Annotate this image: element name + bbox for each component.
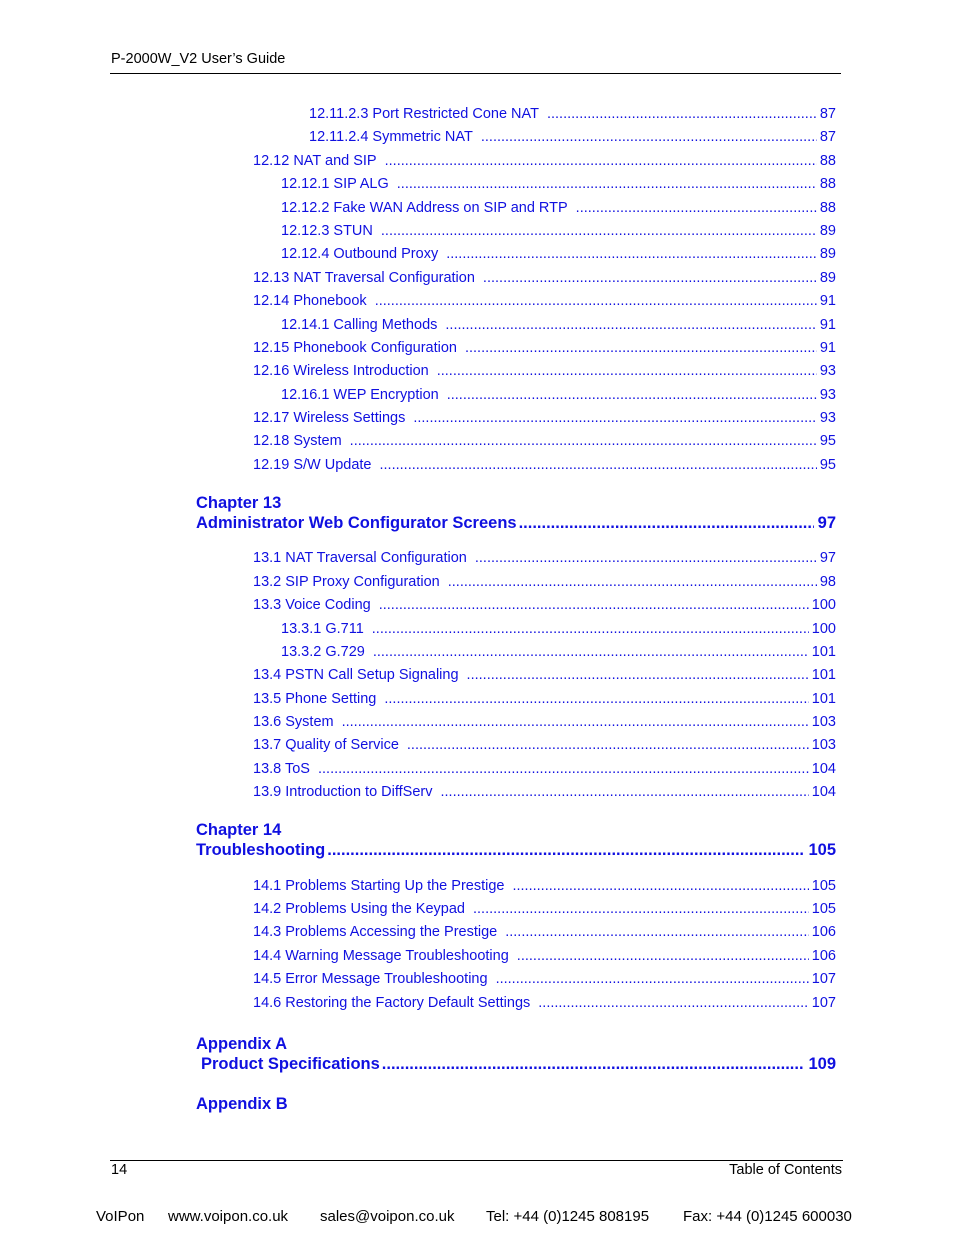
- toc-entry-14-1[interactable]: 14.1 Problems Starting Up the Prestige ..... 105: [253, 878, 836, 898]
- toc-entry-12-14[interactable]: 12.14 Phonebook ..... 91: [253, 293, 836, 313]
- appendix-a-number[interactable]: Appendix A: [196, 1035, 288, 1053]
- toc-entry-12-12-1[interactable]: 12.12.1 SIP ALG ..... 88: [281, 176, 836, 196]
- toc-entry-12-11-2-3[interactable]: 12.11.2.3 Port Restricted Cone NAT ..... 87: [309, 106, 836, 126]
- toc-entry-13-5[interactable]: 13.5 Phone Setting ..... 101: [253, 691, 836, 711]
- toc-entry-13-2[interactable]: 13.2 SIP Proxy Configuration ..... 98: [253, 574, 836, 594]
- toc-entry-13-8[interactable]: 13.8 ToS ..... 104: [253, 761, 836, 781]
- appendix-b-number[interactable]: Appendix B: [196, 1095, 288, 1113]
- chapter-14-title-entry[interactable]: Troubleshooting ..... 105: [196, 841, 836, 863]
- footer-telephone: Tel: +44 (0)1245 808195: [486, 1208, 650, 1225]
- footer-section-title: Table of Contents: [729, 1162, 842, 1178]
- toc-entry-12-15[interactable]: 12.15 Phonebook Configuration ..... 91: [253, 340, 836, 360]
- toc-entry-13-3-2[interactable]: 13.3.2 G.729 ..... 101: [281, 644, 836, 664]
- toc-entry-14-2[interactable]: 14.2 Problems Using the Keypad ..... 105: [253, 901, 836, 921]
- toc-entry-12-12-4[interactable]: 12.12.4 Outbound Proxy ..... 89: [281, 246, 836, 266]
- toc-entry-13-7[interactable]: 13.7 Quality of Service ..... 103: [253, 737, 836, 757]
- footer-website: www.voipon.co.uk: [168, 1208, 289, 1225]
- chapter-14-number[interactable]: Chapter 14: [196, 821, 282, 839]
- toc-entry-12-17[interactable]: 12.17 Wireless Settings ..... 93: [253, 410, 836, 430]
- appendix-a-title-entry[interactable]: Product Specifications ..... 109: [196, 1055, 836, 1077]
- toc-entry-13-4[interactable]: 13.4 PSTN Call Setup Signaling ..... 101: [253, 667, 836, 687]
- footer-fax: Fax: +44 (0)1245 600030: [683, 1208, 852, 1225]
- toc-entry-12-16[interactable]: 12.16 Wireless Introduction ..... 93: [253, 363, 836, 383]
- toc-entry-12-12[interactable]: 12.12 NAT and SIP ..... 88: [253, 153, 836, 173]
- footer-rule: [110, 1160, 843, 1161]
- toc-entry-14-5[interactable]: 14.5 Error Message Troubleshooting ..... 107: [253, 971, 836, 991]
- footer-page-number: 14: [111, 1162, 128, 1178]
- header-rule: [110, 73, 841, 74]
- footer-email: sales@voipon.co.uk: [320, 1208, 455, 1225]
- toc-entry-12-12-3[interactable]: 12.12.3 STUN ..... 89: [281, 223, 836, 243]
- toc-entry-13-1[interactable]: 13.1 NAT Traversal Configuration ..... 97: [253, 550, 836, 570]
- toc-entry-13-6[interactable]: 13.6 System ..... 103: [253, 714, 836, 734]
- toc-entry-13-3-1[interactable]: 13.3.1 G.711 ..... 100: [281, 621, 836, 641]
- toc-entry-12-16-1[interactable]: 12.16.1 WEP Encryption ..... 93: [281, 387, 836, 407]
- toc-entry-12-18[interactable]: 12.18 System ..... 95: [253, 433, 836, 453]
- toc-entry-14-3[interactable]: 14.3 Problems Accessing the Prestige ..... 106: [253, 924, 836, 944]
- chapter-13-title-entry[interactable]: Administrator Web Configurator Screens ..... 97: [196, 514, 836, 536]
- footer-company: VoIPon: [96, 1208, 145, 1225]
- toc-entry-13-3[interactable]: 13.3 Voice Coding ..... 100: [253, 597, 836, 617]
- toc-entry-14-6[interactable]: 14.6 Restoring the Factory Default Settings ..... 107: [253, 995, 836, 1015]
- toc-entry-14-4[interactable]: 14.4 Warning Message Troubleshooting ..... 106: [253, 948, 836, 968]
- toc-entry-12-19[interactable]: 12.19 S/W Update ..... 95: [253, 457, 836, 477]
- toc-entry-12-14-1[interactable]: 12.14.1 Calling Methods ..... 91: [281, 317, 836, 337]
- chapter-13-number[interactable]: Chapter 13: [196, 494, 282, 512]
- toc-entry-12-13[interactable]: 12.13 NAT Traversal Configuration ..... 89: [253, 270, 836, 290]
- toc-entry-12-12-2[interactable]: 12.12.2 Fake WAN Address on SIP and RTP ..... 88: [281, 200, 836, 220]
- document-header-title: P-2000W_V2 User’s Guide: [111, 51, 286, 67]
- toc-entry-12-11-2-4[interactable]: 12.11.2.4 Symmetric NAT ..... 87: [309, 129, 836, 149]
- toc-entry-13-9[interactable]: 13.9 Introduction to DiffServ ..... 104: [253, 784, 836, 804]
